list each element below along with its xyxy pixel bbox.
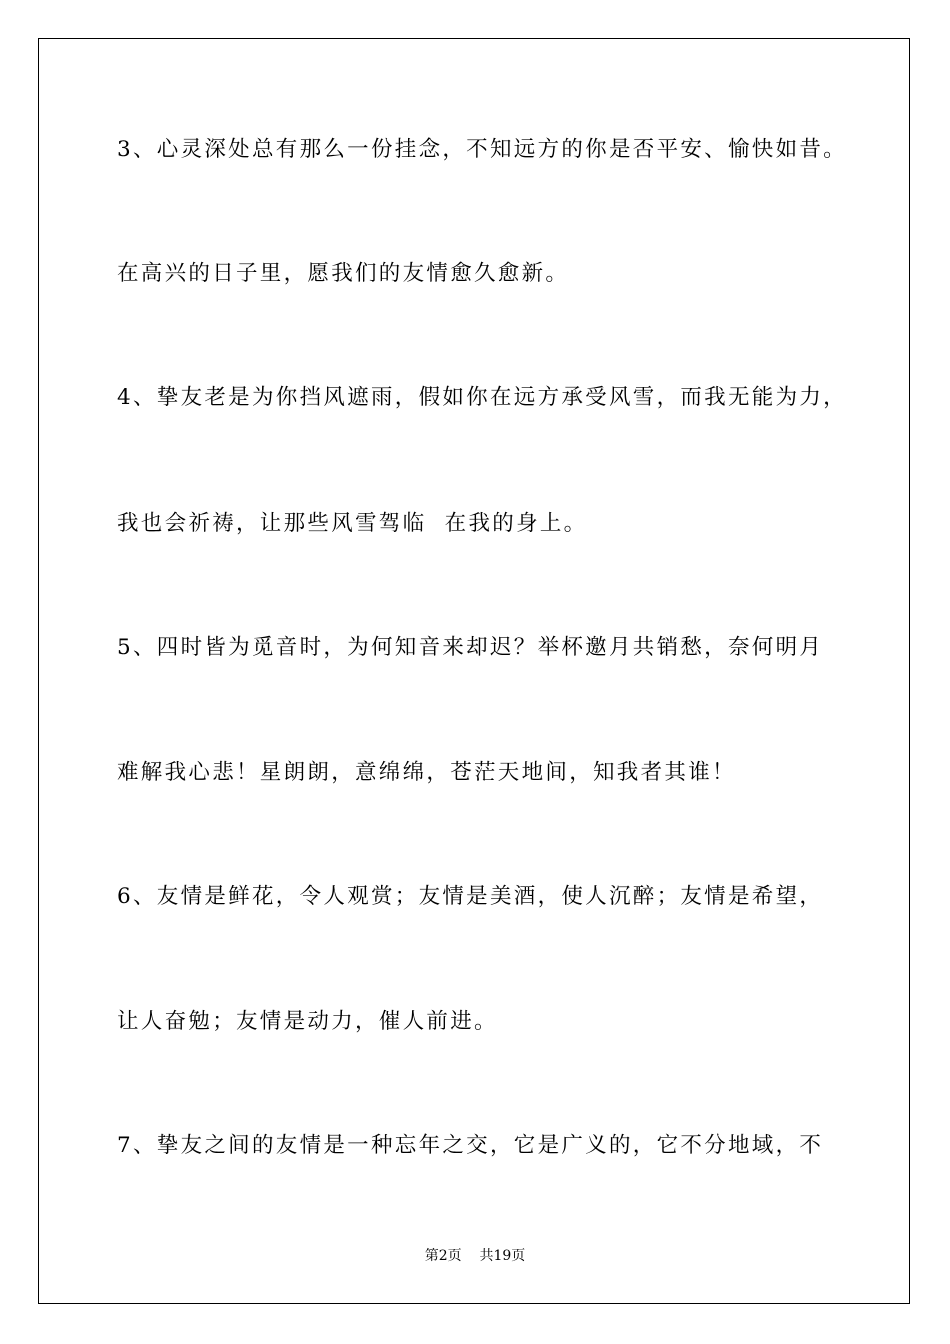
page-frame	[38, 38, 910, 1304]
page-number-footer: 第2页 共19页	[424, 1248, 526, 1264]
body-line-2: 在高兴的日子里，愿我们的友情愈久愈新。	[117, 261, 570, 286]
body-line-8: 让人奋勉；友情是动力，催人前进。	[117, 1009, 498, 1034]
body-line-4: 我也会祈祷，让那些风雪驾临 在我的身上。	[117, 511, 588, 536]
body-line-6: 难解我心悲！星朗朗，意绵绵，苍茫天地间，知我者其谁！	[117, 760, 736, 785]
body-line-3: 4、挚友老是为你挡风遮雨，假如你在远方承受风雪，而我无能为力，	[117, 385, 847, 410]
body-line-7: 6、友情是鲜花，令人观赏；友情是美酒，使人沉醉；友情是希望，	[117, 884, 824, 909]
body-line-9: 7、挚友之间的友情是一种忘年之交，它是广义的，它不分地域，不	[117, 1133, 824, 1158]
body-line-5: 5、四时皆为觅音时，为何知音来却迟？举杯邀月共销愁，奈何明月	[117, 635, 824, 660]
body-line-1: 3、心灵深处总有那么一份挂念，不知远方的你是否平安、愉快如昔。	[117, 137, 847, 162]
